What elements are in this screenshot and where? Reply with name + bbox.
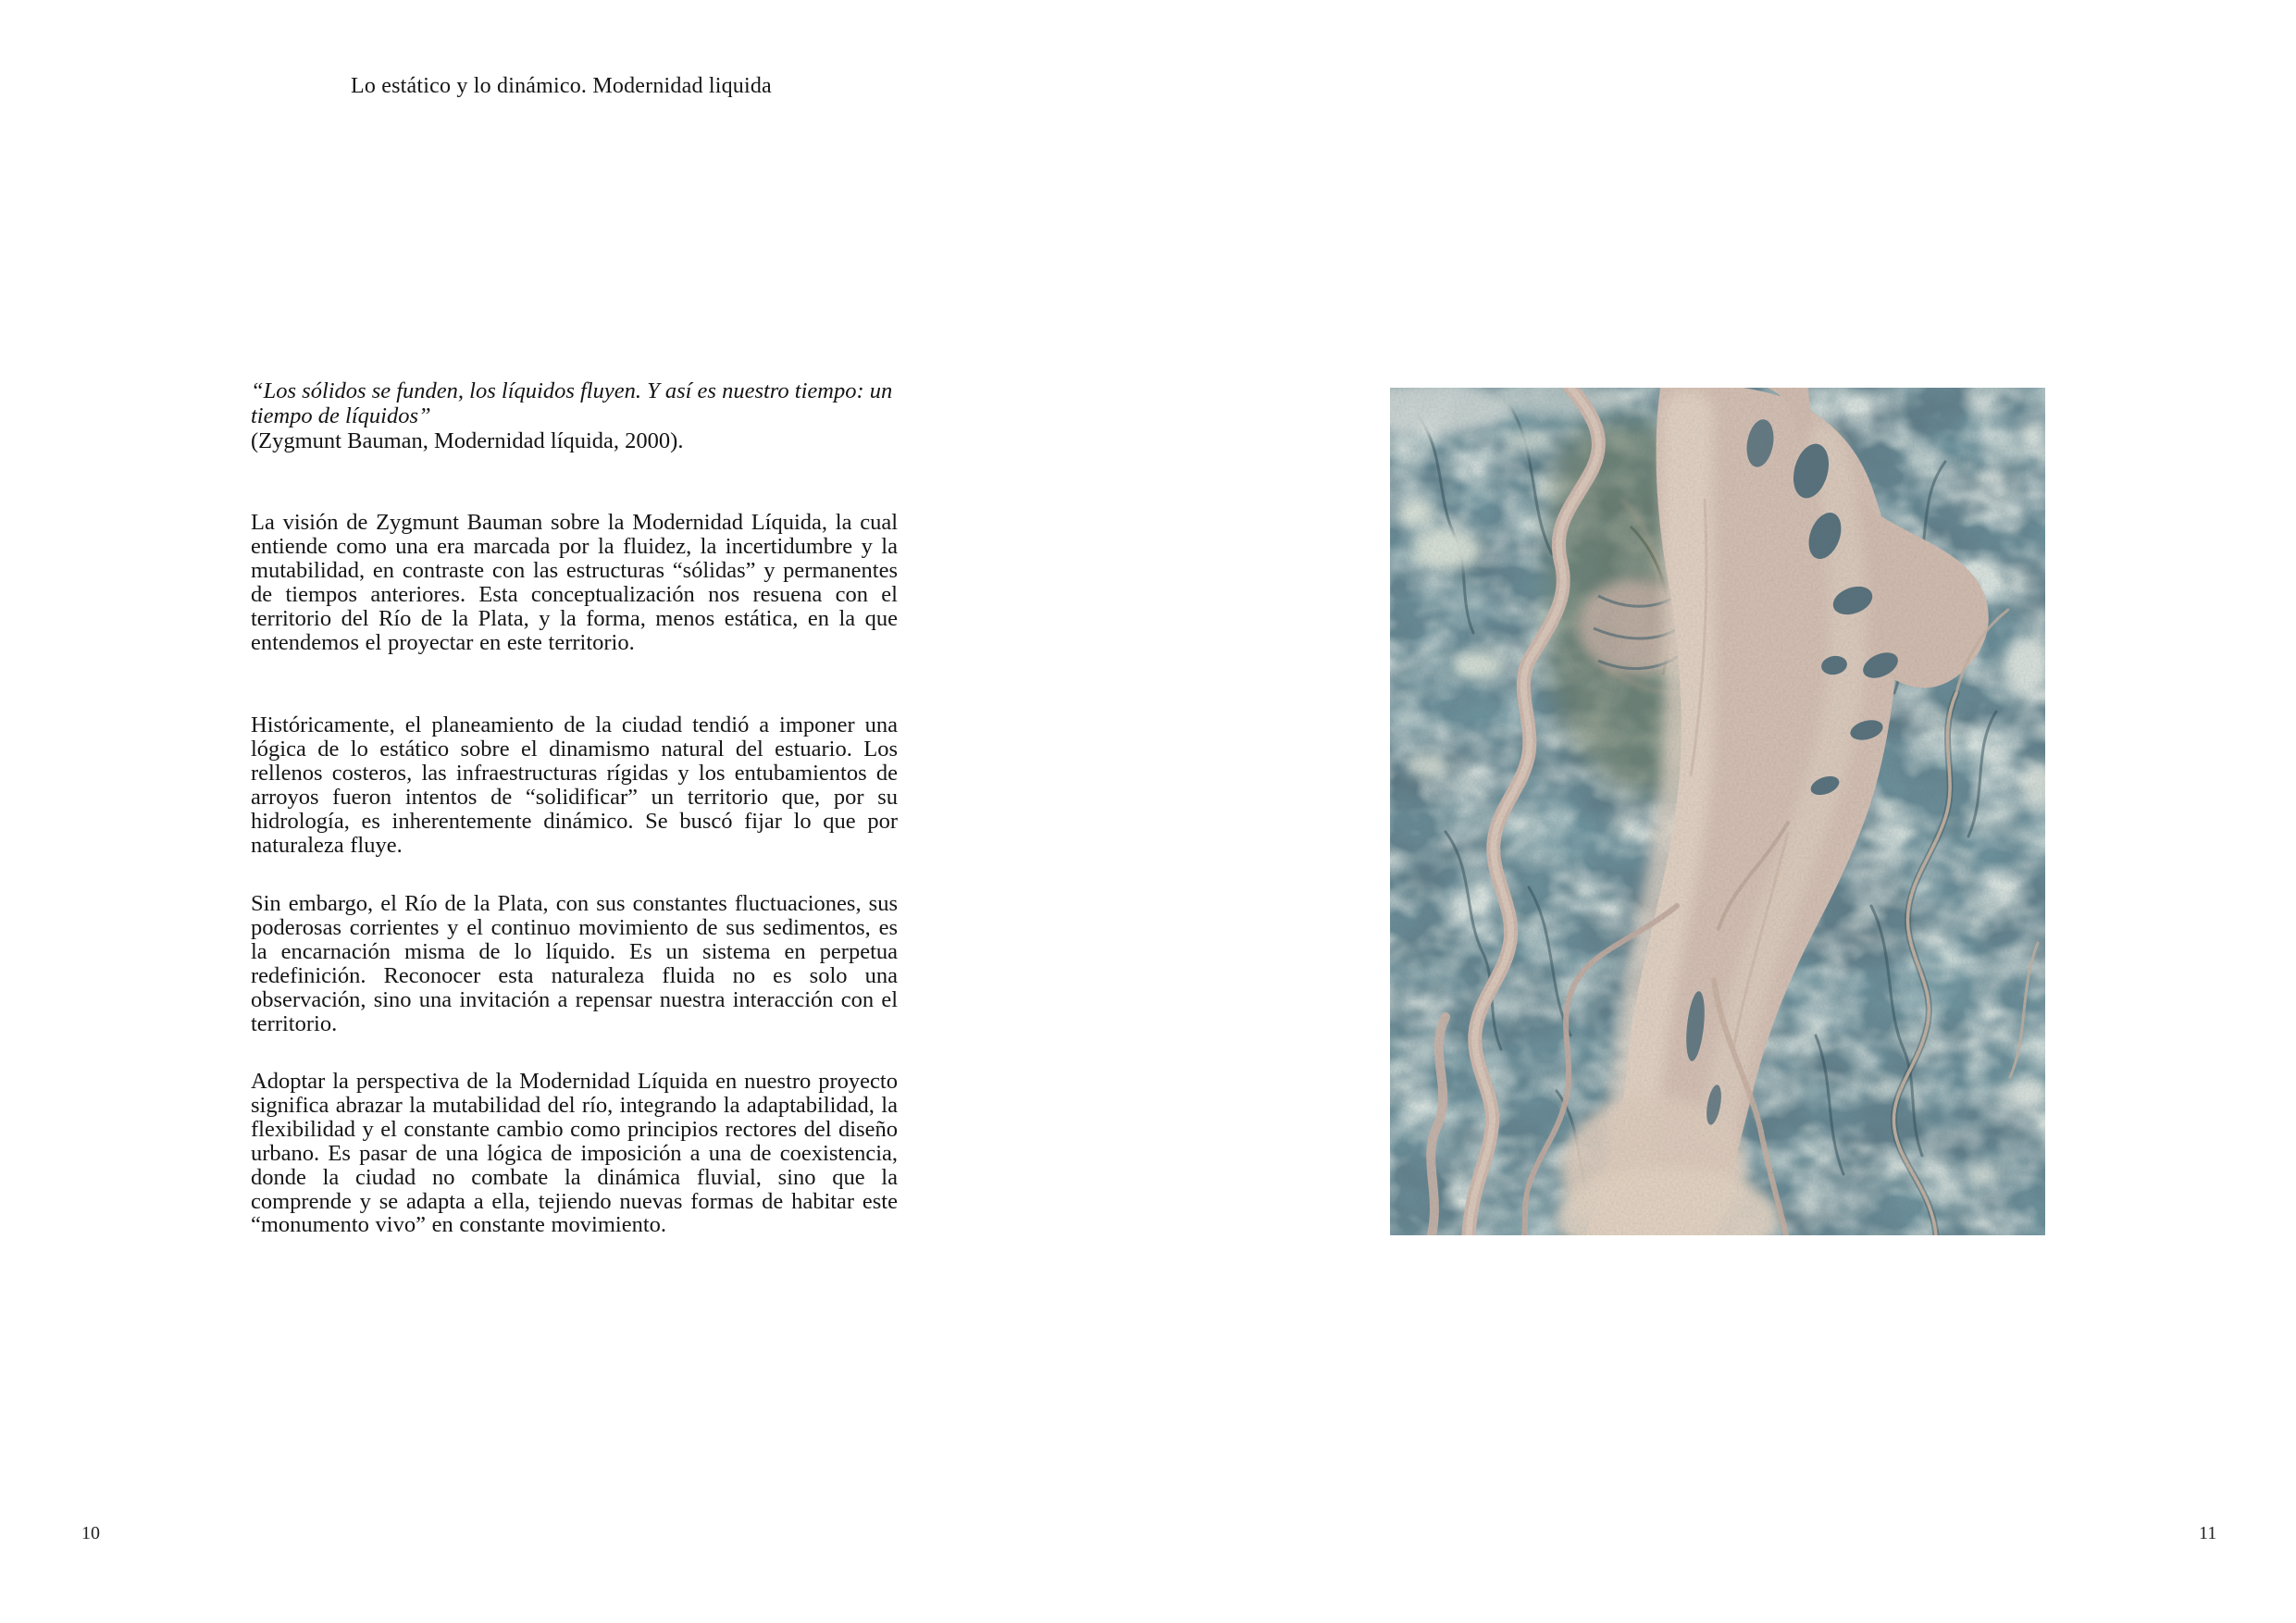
paragraph-1: La visión de Zygmunt Bauman sobre la Modernidad Líquida, la cual entiende como una era marcada por la fluidez, la incertidumbre y la mutabilidad, en contraste con las estructuras “sólidas” y permanentes de tiempos anteriores. Esta conceptualización nos resuena con el territorio del Río de la Plata, y la forma, menos estática, en la que entendemos el proyectar en este territorio.: [251, 510, 898, 655]
satellite-photo: [1390, 388, 2045, 1235]
page-number-right: 11: [2199, 1523, 2217, 1543]
page-title: Lo estático y lo dinámico. Modernidad liquida: [351, 74, 772, 98]
paragraph-3: Sin embargo, el Río de la Plata, con sus constantes fluctuaciones, sus poderosas corrientes y el continuo movimiento de sus sedimentos, es la encarnación misma de lo líquido. Es un sistema en perpetua redefinición. Reconocer esta naturaleza fluida no es solo una observación, sino una invitación a repensar nuestra interacción con el territorio.: [251, 891, 898, 1036]
paragraph-4: Adoptar la perspectiva de la Modernidad Líquida en nuestro proyecto significa abrazar la mutabilidad del río, integrando la adaptabilidad, la flexibilidad y el constante cambio como principios rectores del diseño urbano. Es pasar de una lógica de imposición a una de coexistencia, donde la ciudad no combate la dinámica fluvial, sino que la comprende y se adapta a ella, tejiendo nuevas formas de habitar este “monumento vivo” en constante movimiento.: [251, 1069, 898, 1238]
page-right: [1148, 0, 2296, 1623]
satellite-photo-art: [1390, 388, 2045, 1235]
quote-attribution: (Zygmunt Bauman, Modernidad líquida, 2000).: [251, 428, 684, 453]
quote-block: [251, 378, 898, 453]
paragraph-2: Históricamente, el planeamiento de la ciudad tendió a imponer una lógica de lo estático sobre el dinamismo natural del estuario. Los rellenos costeros, las infraestructuras rígidas y los entubamientos de arroyos fueron intentos de “solidificar” un territorio que, por su hidrología, es inherentemente dinámico. Se buscó fijar lo que por naturaleza fluye.: [251, 712, 898, 858]
page-number-left: 10: [81, 1523, 100, 1543]
quote-text: “Los sólidos se funden, los líquidos fluyen. Y así es nuestro tiempo: un tiempo de líquidos”: [251, 378, 893, 428]
